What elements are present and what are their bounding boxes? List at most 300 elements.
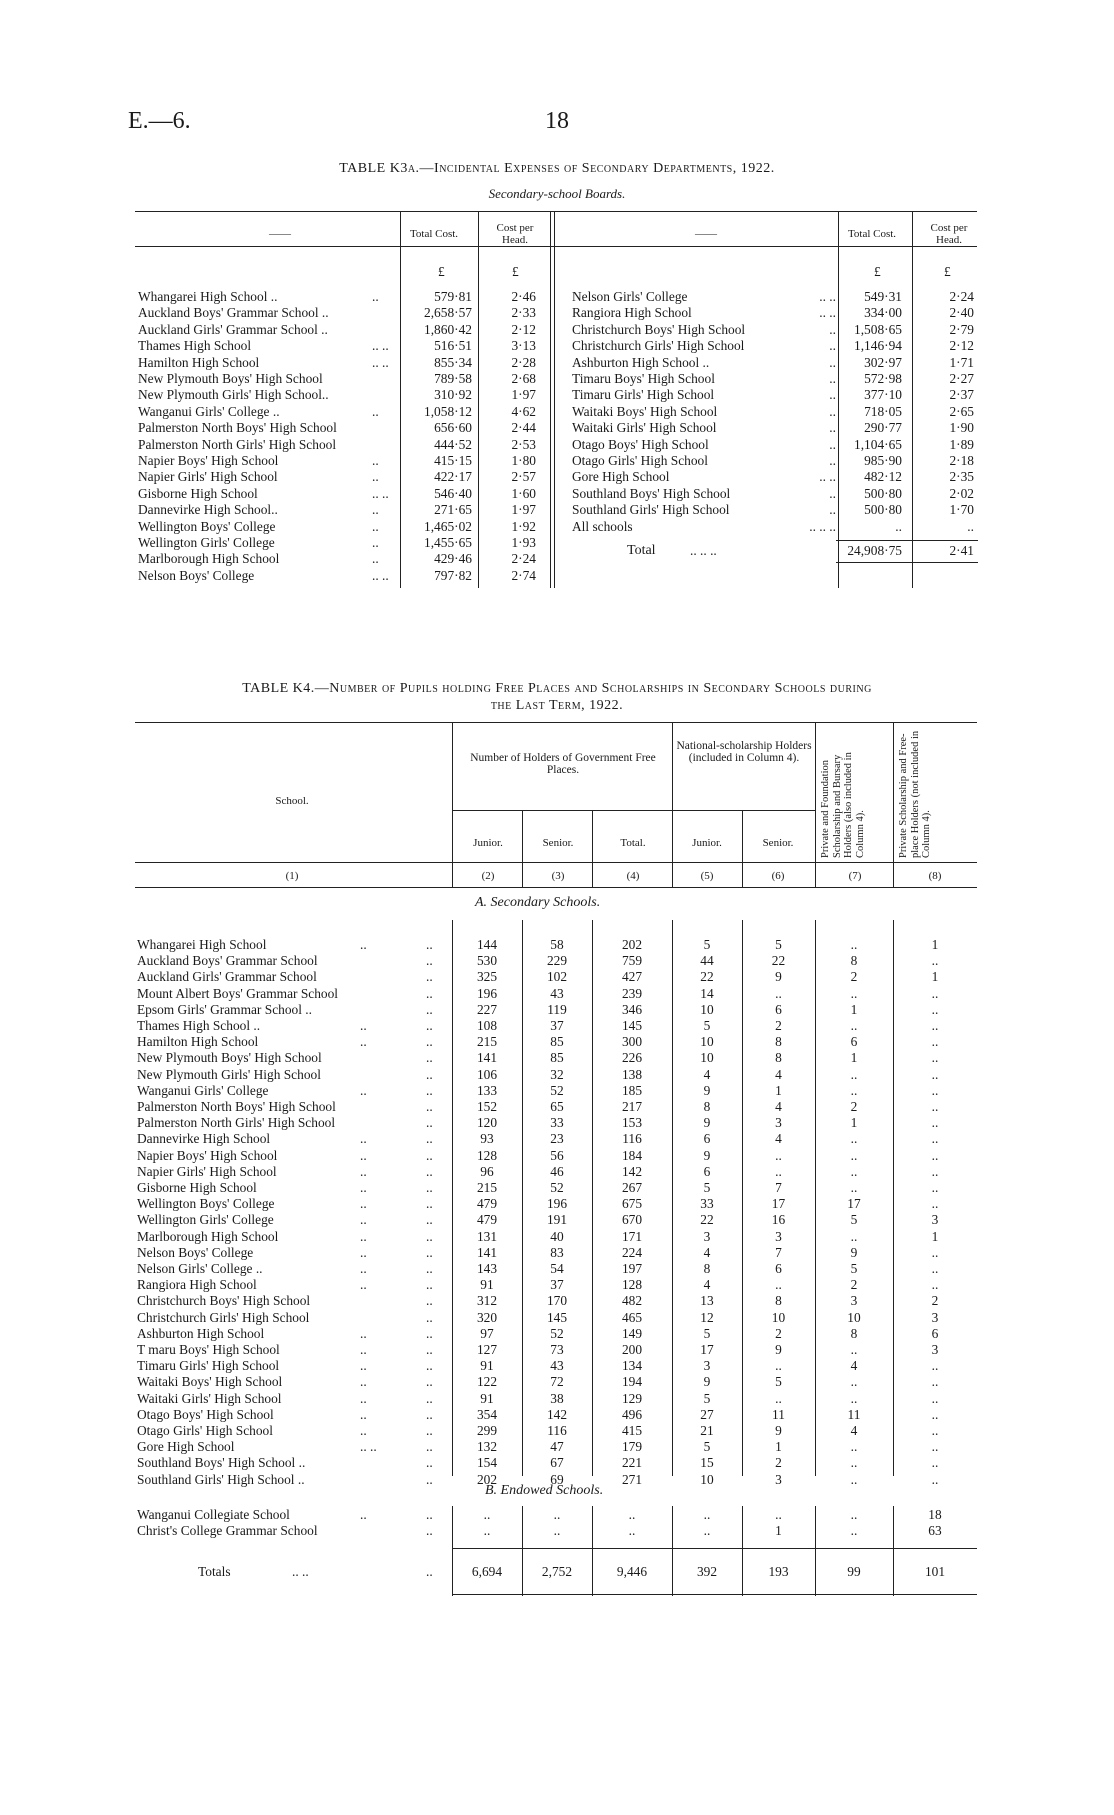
k4-col2-junior: 154 [476,1455,498,1471]
k4-col5-nat-junior: 4 [703,1066,711,1082]
k4-row-dots: .. [426,1564,433,1579]
k4-table-row [0,1050,1114,1066]
k3a-school-name: Gore High School [572,469,670,485]
k3a-leader-dots: .. [829,502,836,518]
k4-leader-dots: .. [360,1180,367,1195]
k4-table-row [0,1002,1114,1018]
k3a-cost-per-head: 2·33 [511,305,536,321]
k3a-cost-per-head: 2·79 [949,321,974,337]
k4-col7-private: .. [850,1455,858,1471]
k4-school-name: Napier Boys' High School [137,1147,278,1163]
k4-row-dots: .. [426,1082,433,1098]
k4-col7-private: .. [850,1374,858,1390]
k4-col4-total: 239 [621,985,643,1001]
k4-col5-nat-junior: 5 [703,937,711,952]
k4-col7-private: .. [850,1439,858,1455]
k3a-cost-per-head: 1·89 [949,436,974,452]
k3a-leader-dots: .. [829,371,836,386]
k4-col2-junior: 144 [476,937,498,952]
k3a-cost-per-head: 2·40 [949,305,974,321]
k4-table-row [0,1115,1114,1131]
k4-col4-total: 675 [621,1196,643,1212]
k4-leader-dots: .. [360,1261,367,1276]
k3a-cost-per-head: 2·68 [511,371,536,386]
k4-header-rule [135,862,977,863]
k4-row-dots: .. [426,953,433,969]
k4-nat-senior-header: Senior. [762,837,794,849]
k4-school-name: Rangiora High School [137,1277,257,1293]
k4-row-dots: .. [426,1099,433,1114]
k4-school-name: Otago Girls' High School [137,1423,273,1438]
k3a-total-cost: 656·60 [434,420,472,436]
k4-col8-private-extra: 1 [931,1228,939,1244]
k4-col6-nat-senior: .. [775,1358,782,1374]
k4-section-a-heading: A. Secondary Schools. [475,895,601,910]
k3a-cost-per-head: 2·53 [511,436,536,452]
k4-col2-junior: 108 [476,1018,498,1033]
k4-col8-private-extra: .. [931,1131,939,1147]
k4-col3-senior: 191 [546,1212,568,1228]
k4-col5-nat-junior: 10 [700,1050,714,1066]
k3a-leader-dots: .. [372,502,379,518]
k3a-total-rule [836,562,978,563]
k4-col7-private: 1 [850,1001,858,1017]
k4-top-rule [135,722,977,723]
k4-col2-junior: 215 [476,1034,498,1050]
k4-col5-nat-junior: 21 [700,1423,714,1438]
k4-col5-nat-junior: 5 [703,1390,711,1406]
k4-leader-dots: .. [360,1147,367,1163]
k4-col8-private-extra: .. [931,1471,939,1487]
k3a-leader-dots: .. .. [819,289,836,304]
k4-row-dots: .. [426,1261,433,1276]
k4-leader-dots: .. [360,1034,367,1050]
k4-school-name: Ashburton High School [137,1325,265,1341]
k4-table-row [0,1310,1114,1326]
k4-leader-dots: .. [360,1406,367,1422]
k4-col8-private-extra: .. [931,1390,939,1406]
k4-school-name: Otago Boys' High School [137,1406,274,1422]
k4-col4-total: 129 [621,1390,643,1406]
k4-col5-nat-junior: 9 [703,1374,711,1390]
k4-leader-dots: .. [360,1507,367,1522]
k3a-leader-dots: .. [372,518,379,534]
k4-col5-nat-junior: 5 [703,1180,711,1195]
k3a-total-cost: 2,658·57 [424,305,472,321]
k4-col2-junior: 91 [480,1277,494,1293]
k4-col4-total: 153 [621,1115,643,1131]
k4-leader-dots: .. [360,1082,367,1098]
k3a-currency-symbol: £ [438,264,445,279]
k4-col4-total: 9,446 [616,1564,648,1579]
k3a-total-cost: 718·05 [864,403,902,419]
k4-totals-rule [452,1594,977,1595]
k3a-table-row [0,502,1114,518]
k4-col2-junior: 6,694 [471,1564,503,1579]
k3a-total-cost: 444·52 [434,436,472,452]
k4-col5-nat-junior: 10 [700,1471,714,1487]
k3a-total-cost: 579·81 [434,289,472,304]
k3a-total-cost: 500·80 [864,502,902,518]
k4-col5-nat-junior: 5 [703,1439,711,1455]
k3a-total-cost: 1,508·65 [854,321,902,337]
k4-col7-private: .. [850,1342,858,1357]
k4-col6-nat-senior: 4 [775,1131,782,1147]
k3a-leader-dots: .. .. .. [809,518,836,534]
k4-table-row [0,1523,1114,1539]
k3a-leader-dots: .. .. [819,469,836,485]
k4-col3-senior: 170 [546,1293,568,1309]
k4-col5-nat-junior: 10 [700,1034,714,1050]
k4-leader-dots: .. [360,1358,367,1374]
k4-col6-nat-senior: 16 [771,1212,786,1228]
k3a-leader-dots: .. [372,289,379,304]
k4-school-name: Gore High School [137,1439,235,1455]
k4-school-name: T maru Boys' High School [137,1342,280,1357]
k4-col2-junior: .. [483,1507,491,1522]
k3a-top-rule [135,211,977,212]
k4-vrule [672,723,673,887]
k4-leader-dots: .. [360,1342,367,1357]
k4-vrule [893,723,894,887]
k4-col7-private: 4 [850,1423,858,1438]
k4-col8-private-extra: .. [931,1358,939,1374]
k3a-cost-per-head: 2·18 [949,453,974,468]
k4-col5-nat-junior: 12 [700,1309,714,1325]
k4-col4-total: 145 [621,1018,643,1033]
k4-col4-total: 670 [621,1212,643,1228]
k3a-school-name: Marlborough High School [138,551,280,567]
k4-col3-senior: 37 [550,1277,564,1293]
k4-row-dots: .. [426,1374,433,1390]
k4-school-name: Nelson Girls' College .. [137,1261,263,1276]
k4-col2-junior: 131 [476,1228,498,1244]
k4-col7-private: 5 [850,1212,858,1228]
k3a-school-name: Gisborne High School [138,485,258,501]
k4-col5-nat-junior: 3 [703,1358,711,1374]
k4-col6-nat-senior: 1 [775,1439,782,1455]
k4-row-dots: .. [426,937,433,952]
k4-row-dots: .. [426,1523,433,1539]
k4-row-dots: .. [426,1358,433,1374]
k4-col5-nat-junior: 14 [700,985,714,1001]
k3a-cost-per-head: 2·27 [949,371,974,386]
k4-row-dots: .. [426,1342,433,1357]
k4-col7-private: .. [850,1066,858,1082]
k3a-cost-per-head: 3·13 [511,338,536,354]
k3a-total-cost: 500·80 [864,485,902,501]
k4-school-name: Napier Girls' High School [137,1163,277,1179]
k4-row-dots: .. [426,1471,433,1487]
k4-col6-nat-senior: 4 [775,1099,782,1114]
k3a-cost-per-head: 2·65 [949,403,974,419]
k4-col7-private: 9 [850,1244,858,1260]
k3a-school-name: Christchurch Girls' High School [572,338,745,354]
k4-table-row [0,1148,1114,1164]
k4-col6-nat-senior: .. [775,1147,782,1163]
k4-col7-private: 6 [850,1034,858,1050]
k4-col3-senior: 73 [550,1342,564,1357]
k3a-table-row [0,338,1114,354]
k3a-school-name: Wanganui Girls' College .. [138,403,280,419]
k4-col4-total: 197 [621,1261,643,1276]
k4-leader-dots: .. [360,1423,367,1438]
k4-leader-dots: .. [360,1374,367,1390]
k3a-table-row [0,453,1114,469]
k4-col7-private: .. [850,985,858,1001]
k4-col4-total: .. [628,1523,636,1539]
k4-school-name: Epsom Girls' Grammar School .. [137,1001,312,1017]
k4-row-dots: .. [426,1212,433,1228]
k4-col3-senior: 33 [550,1115,564,1131]
k4-col4-total: 759 [621,953,643,969]
k4-col4-total: 217 [621,1099,643,1114]
k3a-total-cost: 1,058·12 [424,403,472,419]
k3a-school-name: Auckland Girls' Grammar School .. [138,321,328,337]
k4-col4-total: 179 [621,1439,643,1455]
k3a-cost-per-head: 1·90 [949,420,974,436]
k4-col3-senior: 43 [550,1358,564,1374]
k4-col2-junior: 143 [476,1261,498,1276]
k3a-cost-per-head: 2·02 [949,485,974,501]
k4-section-b-heading: B. Endowed Schools. [485,1483,604,1498]
k4-col3-senior: 102 [546,969,568,985]
k4-subheader-rule [452,810,815,811]
k4-junior-header: Junior. [473,837,503,849]
k3a-total-cost: 422·17 [434,469,472,485]
k4-vrule [592,811,593,887]
k3a-school-name: Whangarei High School .. [138,289,278,304]
k4-row-dots: .. [426,1131,433,1147]
k4-school-name: Auckland Boys' Grammar School [137,953,318,969]
k4-col7-private: .. [850,1507,858,1522]
k4-col7-private: 11 [847,1406,861,1422]
k4-col7-private: 3 [850,1293,858,1309]
k4-col6-nat-senior: 11 [772,1406,785,1422]
k4-col5-nat-junior: 8 [703,1099,711,1114]
k4-col7-private: .. [850,1018,858,1033]
k4-col5-nat-junior: 15 [700,1455,714,1471]
k4-leader-dots: .. [360,1390,367,1406]
k3a-total-cost: 572·98 [864,371,902,386]
k4-col6-nat-senior: 1 [775,1082,782,1098]
k4-colnum: (2) [481,870,495,882]
k3a-total-cost: 1,455·65 [424,535,472,550]
k3a-school-name: Palmerston North Girls' High School [138,436,337,452]
k4-table-row [0,1407,1114,1423]
k4-table-row [0,1245,1114,1261]
k3a-table-row [0,420,1114,436]
k4-col8-private-extra: 101 [924,1564,946,1579]
k3a-table-row [0,322,1114,338]
k4-col6-nat-senior: .. [775,985,782,1001]
k4-totals-line [0,1564,1114,1580]
k4-row-dots: .. [426,1228,433,1244]
k4-col6-nat-senior: 6 [775,1261,782,1276]
k3a-total-cost: 1,104·65 [854,436,902,452]
k3a-cost-per-head: 2·24 [949,289,974,304]
k4-col2-junior: .. [483,1523,491,1539]
k4-table-row [0,1507,1114,1523]
k4-col8-private-extra: .. [931,1455,939,1471]
k4-col7-private: .. [850,1163,858,1179]
k3a-total-cost: 1,465·02 [424,518,472,534]
k3a-total-cost: 1,146·94 [854,338,902,354]
k4-col6-nat-senior: 10 [771,1309,786,1325]
k3a-currency-symbol: £ [512,264,519,279]
k3a-total-rule [836,540,978,541]
k3a-total-cost: 429·46 [434,551,472,567]
k4-school-name: Waitaki Girls' High School [137,1390,282,1406]
k4-leader-dots: .. [360,1325,367,1341]
k4-table-row [0,937,1114,953]
k4-table-row [0,953,1114,969]
k3a-leader-dots: .. [372,453,379,468]
k3a-school-name: Ashburton High School .. [572,354,710,370]
k4-col5-nat-junior: .. [703,1523,711,1539]
k4-totals-rule [452,1548,977,1549]
k4-colnum: (1) [285,870,299,882]
k3a-leader-dots: .. [372,403,379,419]
k4-table-row [0,1131,1114,1147]
k4-vrule [742,811,743,887]
k4-colnum: (7) [848,870,862,882]
k4-col7-private: 1 [850,1115,858,1131]
k4-row-dots: .. [426,1018,433,1033]
k4-col8-private-extra: .. [931,1018,939,1033]
k4-col4-total: 194 [621,1374,643,1390]
k4-col8-private-extra: .. [931,1374,939,1390]
k4-col2-junior: 227 [476,1001,498,1017]
k4-table-row [0,1277,1114,1293]
k4-col8-private-extra: .. [931,1099,939,1114]
k4-nat-group-header: National-scholarship Holders (included in Column 4). [676,740,812,764]
k4-col4-total: 271 [621,1471,643,1487]
k3a-total-cost: 985·90 [864,453,902,468]
k3a-leader-dots: .. [829,354,836,370]
k4-col4-total: 116 [622,1131,642,1147]
k4-leader-dots: .. [360,1212,367,1228]
k4-col6-nat-senior: 7 [775,1244,782,1260]
k4-leader-dots: .. .. [360,1439,377,1455]
k4-col4-total: 134 [621,1358,643,1374]
k4-col7-private: .. [850,1228,858,1244]
k4-col7-private: 10 [847,1309,861,1325]
k4-col3-senior: 43 [550,985,564,1001]
k4-row-dots: .. [426,1196,433,1212]
k4-col7-private: 4 [850,1358,858,1374]
k3a-total-cost: 377·10 [864,387,902,403]
k3a-table-row [0,469,1114,485]
k4-col3-senior: 40 [550,1228,564,1244]
k4-col4-total: 267 [621,1180,643,1195]
k4-leader-dots: .. [360,1244,367,1260]
k3a-total-cost: 1,860·42 [424,321,472,337]
k4-school-name: Southland Boys' High School .. [137,1455,306,1471]
k4-col6-nat-senior: 4 [775,1066,782,1082]
k4-col4-total: 496 [621,1406,643,1422]
k4-col2-junior: 97 [480,1325,494,1341]
k4-row-dots: .. [426,1455,433,1471]
k4-row-dots: .. [426,1001,433,1017]
k4-table-row [0,1293,1114,1309]
k4-col8-private-extra: .. [931,1034,939,1050]
k4-col8-private-extra: .. [931,1406,939,1422]
k4-col8-private-extra: .. [931,1261,939,1276]
k3a-currency-symbol: £ [944,264,951,279]
k4-school-name: Gisborne High School [137,1180,257,1195]
k4-col7-private: .. [850,1471,858,1487]
k4-table-row [0,1229,1114,1245]
k4-col3-senior: 229 [546,953,568,969]
k3a-school-name: Waitaki Girls' High School [572,420,717,436]
k3a-cost-per-head: 4·62 [511,403,536,419]
k3a-total-cost: 546·40 [434,485,472,501]
k3a-table-row [0,371,1114,387]
k4-row-dots: .. [426,1277,433,1293]
k4-school-name: Marlborough High School [137,1228,279,1244]
k4-table-row [0,1196,1114,1212]
k3a-cost-per-head: 1·92 [511,518,536,534]
k4-col6-nat-senior: 3 [775,1471,782,1487]
k3a-leader-dots: .. .. [372,485,389,501]
k4-col2-junior: 530 [476,953,498,969]
k4-col4-total: 200 [621,1342,643,1357]
k4-vrule [815,723,816,887]
k4-col7-private: .. [850,937,858,952]
k4-col5-nat-junior: 6 [703,1163,711,1179]
k4-col4-total: 171 [621,1228,643,1244]
k4-col5-nat-junior: 13 [700,1293,714,1309]
k3a-cost-per-head: 1·93 [511,535,536,550]
k3a-school-name: Rangiora High School [572,305,692,321]
k4-colnum: (8) [928,870,942,882]
k3a-leader-dots: .. [829,338,836,354]
k4-col6-nat-senior: 5 [775,937,782,952]
k3a-total-per-head: 2·41 [949,543,974,558]
k4-col4-total: 221 [621,1455,643,1471]
k4-col8-private-extra: 18 [928,1507,942,1522]
k4-leader-dots: .. [360,937,367,952]
k4-col3-senior: .. [553,1523,561,1539]
k3a-total-cost: 549·31 [864,289,902,304]
k4-col8-private-extra: 1 [931,937,939,952]
k4-col3-senior: 69 [550,1471,564,1487]
k4-school-name: Waitaki Boys' High School [137,1374,283,1390]
k4-row-dots: .. [426,1293,433,1309]
k3a-cost-per-head: 2·35 [949,469,974,485]
k4-col6-nat-senior: 5 [775,1374,782,1390]
k4-col2-junior: 152 [476,1099,498,1114]
k3a-leader-dots: .. [829,387,836,403]
k4-col8-private-extra: 2 [931,1293,939,1309]
k4-col6-nat-senior: 9 [775,969,782,985]
k3a-cost-per-head: 2·12 [511,321,536,337]
k4-col4-total: 346 [621,1001,643,1017]
k4-col3-senior: 67 [550,1455,564,1471]
k4-col2-junior: 91 [480,1358,494,1374]
k4-col6-nat-senior: 2 [775,1455,782,1471]
k3a-total-label: Total [627,543,656,558]
k4-school-name: New Plymouth Girls' High School [137,1066,321,1082]
k4-school-name: Palmerston North Girls' High School [137,1115,336,1131]
k4-vrule [522,811,523,887]
k4-table-row [0,1018,1114,1034]
k4-col8-private-extra: .. [931,1196,939,1212]
k4-col3-senior: 116 [547,1423,567,1438]
k4-colnum: (6) [771,870,785,882]
k4-row-dots: .. [426,1309,433,1325]
